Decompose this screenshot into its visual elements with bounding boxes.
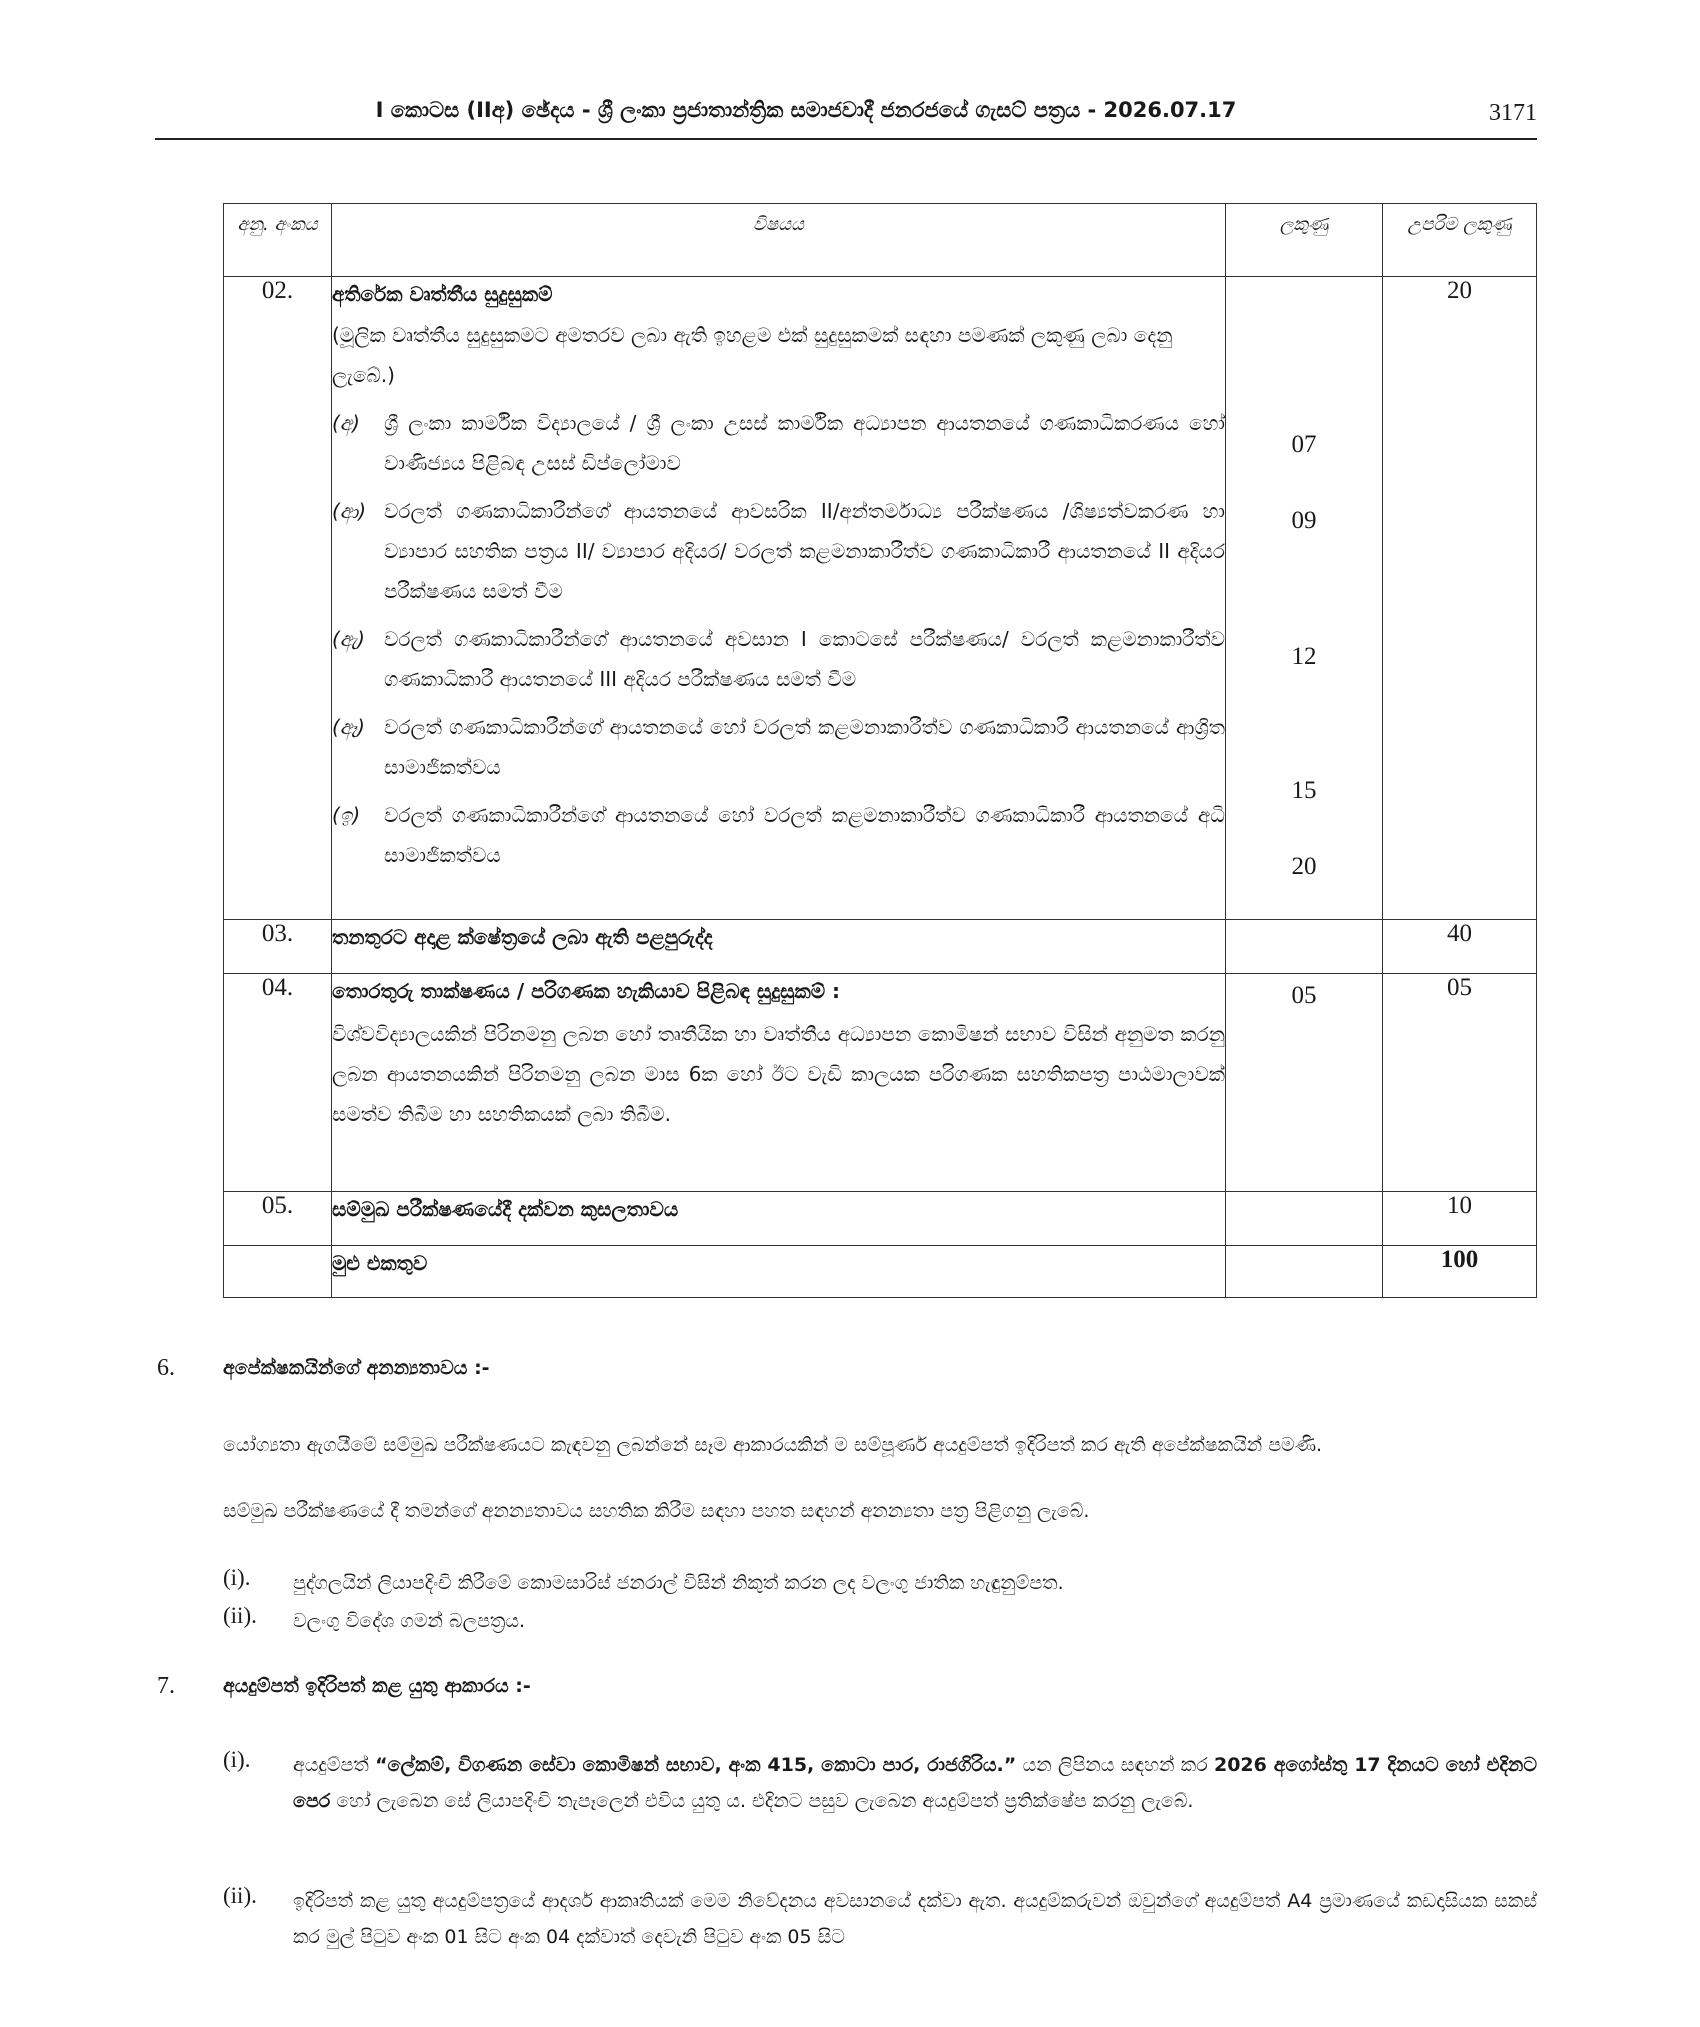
list-item bbox=[223, 1603, 1537, 1639]
row-title: තොරතුරු තාක්ෂණය / පරිගණක හැකියාව පිළිබඳ සුදුසුකම් : bbox=[332, 979, 841, 1003]
row-max-marks: 20 bbox=[1383, 277, 1537, 920]
list-item bbox=[223, 1883, 1537, 1955]
section-title: අපේක්ෂකයින්ගේ අනන්‍යතාවය :- bbox=[223, 1357, 490, 1379]
marks-table bbox=[223, 203, 1537, 1298]
item-text: වරලත් ගණකාධිකාරීන්ගේ ආයතනයේ හෝ වරලත් කළමනාකාරීත්ව ගණකාධිකාරී ආයතනයේ අධි සාමාජිකත්වය bbox=[384, 803, 1225, 867]
text-segment: අයදුම්පත් bbox=[293, 1754, 376, 1776]
item-text: වරලත් ගණකාධිකාරීන්ගේ ආයතනයේ හෝ වරලත් කළමනාකාරීත්ව ගණකාධිකාරී ආයතනයේ ආශ්‍රිත සාමාජිකත්වය bbox=[384, 715, 1225, 779]
row-title: සම්මුඛ පරීක්ෂණයේදී දක්වන කුසලතාවය bbox=[332, 1197, 679, 1221]
list-item bbox=[332, 707, 1225, 787]
table-row-04 bbox=[224, 974, 1537, 1192]
text-segment: හෝ ලැබෙන සේ ලියාපදිංචි තැපෑලෙන් එවිය යුතු ය. එදිනට පසුව ලැබෙන අයදුම්පත් ප්‍රතික්ෂේප කරනු ලැබේ. bbox=[330, 1790, 1194, 1812]
row-marks bbox=[1226, 1246, 1383, 1298]
header-subject: විෂයය bbox=[332, 204, 1226, 277]
total-label-cell bbox=[332, 1246, 1226, 1298]
section-number: 6. bbox=[157, 1355, 175, 1381]
list-item bbox=[332, 795, 1225, 875]
table-row-02 bbox=[224, 277, 1537, 920]
row-number bbox=[224, 1246, 332, 1298]
list-item bbox=[223, 1565, 1537, 1601]
total-label: මුළු එකතුව bbox=[332, 1251, 428, 1275]
page-header bbox=[155, 98, 1537, 140]
list-text: පුද්ගලයින් ලියාපදිංචි කිරීමේ කොමසාරිස් ජනරාල් විසින් නිකුත් කරන ලද වලංගු ජාතික හැඳුනුම්පත. bbox=[293, 1572, 1064, 1594]
item-mark: 09 bbox=[1291, 507, 1317, 534]
row-number: 04. bbox=[224, 974, 332, 1192]
list-text: ඉදිරිපත් කළ යුතු අයදුම්පත්‍රයේ ආදර්ශ ආකෘතියක් මෙම නිවේදනය අවසානයේ දක්වා ඇත. අයදුම්කරුවන් ඔවුන්ගේ අයදුම්පත් A4 ප්‍රමාණයේ කඩදාසියක සකස් කර මුල් පිටුව අංක 01 සිට අංක 04 දක්වාත් දෙවැනි පිටුව අංක 05 සිට bbox=[293, 1890, 1537, 1948]
row-max-marks: 40 bbox=[1383, 920, 1537, 974]
page-number: 3171 bbox=[1489, 100, 1537, 126]
list-item bbox=[332, 619, 1225, 699]
row-title: තනතුරට අදාළ ක්ෂේත්‍රයේ ලබා ඇති පළපුරුද්ද bbox=[332, 925, 713, 949]
row-number: 02. bbox=[224, 277, 332, 920]
item-mark: 12 bbox=[1291, 643, 1317, 670]
row-marks bbox=[1226, 1192, 1383, 1246]
deadline-date: 2026 අගෝස්තු 17 දිනයට හෝ එදිනට පෙර bbox=[293, 1754, 1538, 1812]
row-max-marks: 10 bbox=[1383, 1192, 1537, 1246]
section-title: අයදුම්පත් ඉදිරිපත් කළ යුතු ආකාරය :- bbox=[223, 1675, 531, 1697]
item-text: ශ්‍රී ලංකා කාර්මික විද්‍යාලයේ / ශ්‍රී ලංකා උසස් කාර්මික අධ්‍යාපන ආයතනයේ ගණකාධිකරණය හෝ වාණිජ්‍යය පිළිබඳ උසස් ඩිප්ලෝමාව bbox=[384, 411, 1225, 475]
list-number: (i). bbox=[223, 1565, 251, 1590]
list-number: (ii). bbox=[223, 1883, 257, 1908]
table-row-03 bbox=[224, 920, 1537, 974]
header-serial-no: අනු. අංකය bbox=[224, 204, 332, 277]
section-paragraph: සම්මුඛ පරීක්ෂණයේ දී තමන්ගේ අනන්‍යතාවය සහතික කිරීම සඳහා පහත සඳහන් අනන්‍යතා පත්‍ර පිළිගනු ලැබේ. bbox=[223, 1500, 1090, 1522]
section-number: 7. bbox=[157, 1673, 175, 1699]
row-text: විශ්වවිද්‍යාලයකින් පිරිනමනු ලබන හෝ තෘතීයික හා වෘත්තීය අධ්‍යාපන කොමිෂන් සභාව විසින් අනුමත කරනු ලබන ආයතනයකින් පිරිනමනු ලබන මාස 6ක හෝ ඊට වැඩි කාලයක පරිගණක සහතිකපත්‍ර පාඨමාලාවක් සමත්ව තිබීම හා සහතිකයක් ලබා තිබීම. bbox=[332, 1022, 1225, 1126]
section-paragraph: යෝග්‍යතා ඇගයීමේ සම්මුඛ පරීක්ෂණයට කැඳවනු ලබන්නේ සෑම ආකාරයකින් ම සම්පූර්ණ අයදුම්පත් ඉදිරිපත් කර ඇති අපේක්ෂකයින් පමණි. bbox=[223, 1434, 1323, 1456]
item-label: (ඉ) bbox=[332, 803, 361, 827]
row-note: (මූලික වෘත්තීය සුදුසුකමට අමතරව ලබා ඇති ඉහළම එක් සුදුසුකමක් සඳහා පමණක් ලකුණු ලබා දෙනු ලැබේ.) bbox=[332, 323, 1173, 387]
row-marks bbox=[1226, 277, 1383, 920]
item-mark: 07 bbox=[1291, 431, 1317, 458]
item-label: (ඈ) bbox=[332, 715, 365, 739]
table-header-row bbox=[224, 204, 1537, 277]
list-text bbox=[293, 1747, 1537, 1819]
row-subject bbox=[332, 974, 1226, 1192]
row-subject bbox=[332, 1192, 1226, 1246]
item-label: (ඇ) bbox=[332, 627, 365, 651]
row-subject bbox=[332, 277, 1226, 920]
row-marks: 05 bbox=[1226, 974, 1383, 1192]
row-number: 03. bbox=[224, 920, 332, 974]
table-row-05 bbox=[224, 1192, 1537, 1246]
list-text: වලංගු විදේශ ගමන් බලපත්‍රය. bbox=[293, 1610, 526, 1632]
item-mark: 20 bbox=[1291, 853, 1317, 880]
total-value: 100 bbox=[1383, 1246, 1537, 1298]
item-text: වරලත් ගණකාධිකාරීන්ගේ ආයතනයේ අවසාන I කොටසේ පරීක්ෂණය/ වරලත් කළමනාකාරීත්ව ගණකාධිකාරී ආයතනයේ III අදියර පරීක්ෂණය සමත් වීම bbox=[384, 627, 1225, 691]
table-total-row bbox=[224, 1246, 1537, 1298]
list-item bbox=[223, 1747, 1537, 1819]
list-number: (ii). bbox=[223, 1603, 257, 1628]
header-marks: ලකුණු bbox=[1226, 204, 1383, 277]
item-label: (අ) bbox=[332, 411, 360, 435]
list-item bbox=[332, 491, 1225, 611]
gazette-title: I කොටස (IIඅ) ඡේදය - ශ්‍රී ලංකා ප්‍රජාතාන්ත්‍රික සමාජවාදී ජනරජයේ ගැසට් පත්‍රය - 2026.07.17 bbox=[375, 98, 1237, 122]
row-marks bbox=[1226, 920, 1383, 974]
list-number: (i). bbox=[223, 1747, 251, 1772]
row-max-marks: 05 bbox=[1383, 974, 1537, 1192]
item-label: (ආ) bbox=[332, 499, 367, 523]
header-max-marks: උපරිම ලකුණු bbox=[1383, 204, 1537, 277]
row-title: අතිරේක වෘත්තීය සුදුසුකම් bbox=[332, 282, 553, 306]
address-text: “ලේකම්, විගණන සේවා කොමිෂන් සභාව, අංක 415, කොටා පාර, රාජගිරිය.” bbox=[375, 1754, 1017, 1776]
row-subject bbox=[332, 920, 1226, 974]
row-number: 05. bbox=[224, 1192, 332, 1246]
item-mark: 15 bbox=[1291, 777, 1317, 804]
item-text: වරලත් ගණකාධිකාරීන්ගේ ආයතනයේ ආවසරික II/අන්තර්මාධ්‍ය පරීක්ෂණය /ශිෂ්‍යත්වකරණ හා ව්‍යාපාර සහතික පත්‍රය II/ ව්‍යාපාර අදියර/ වරලත් කළමනාකාරීත්ව ගණකාධිකාරී ආයතනයේ II අදියර පරීක්ෂණය සමත් වීම bbox=[384, 499, 1225, 603]
text-segment: යන ලිපිනය සඳහන් කර bbox=[1016, 1754, 1214, 1776]
list-item bbox=[332, 403, 1225, 483]
